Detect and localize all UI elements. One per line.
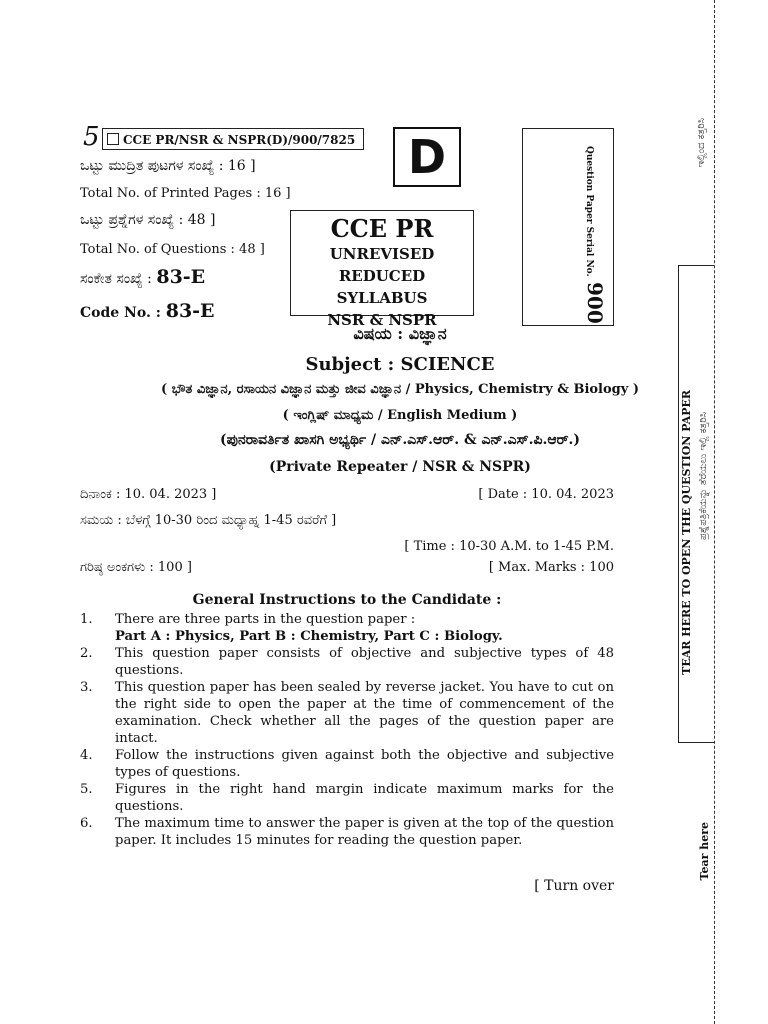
list-item xyxy=(80,747,614,781)
serial-label: Question Paper Serial No. xyxy=(584,146,594,277)
kn-max-marks: ಗರಿಷ್ಠ ಅಂಕಗಳು : 100 ] xyxy=(80,560,192,575)
item-text: This question paper has been sealed by reverse jacket. You have to cut on the right side to open the paper at the time of commencement of the examination. Check whether all the pages of the question paper are intact. xyxy=(115,680,614,746)
tear-instruction-kn: ಪ್ರಶ್ನೆಪತ್ರಿಕೆಯನ್ನು ತೆರೆಯಲು ಇಲ್ಲಿ ಕತ್ತರಿಸಿ xyxy=(698,412,709,540)
turn-over: [ Turn over xyxy=(534,878,614,894)
list-item xyxy=(80,815,614,849)
item-text xyxy=(115,611,614,645)
tear-instruction: TEAR HERE TO OPEN THE QUESTION PAPER xyxy=(680,390,693,675)
tear-top-kn: ಇಲ್ಲಿಂದ ಕತ್ತರಿಸಿ xyxy=(696,118,707,168)
subject-parts: ( ಭೌತ ವಿಜ್ಞಾನ, ರಸಾಯನ ವಿಜ್ಞಾನ ಮತ್ತು ಜೀವ ವಿಜ್ಞಾನ / Physics, Chemistry & Biology ) xyxy=(161,382,639,397)
item-number: 5. xyxy=(80,782,93,797)
max-marks: [ Max. Marks : 100 xyxy=(488,560,614,575)
kn-total-questions: ಒಟ್ಟು ಪ್ರಶ್ನೆಗಳ ಸಂಖ್ಯೆ : 48 ] xyxy=(80,212,216,228)
version-letter-box: D xyxy=(393,127,461,187)
exam-time: [ Time : 10-30 A.M. to 1-45 P.M. xyxy=(404,539,614,554)
kn-printed-pages: ಒಟ್ಟು ಮುದ್ರಿತ ಪುಟಗಳ ಸಂಖ್ಯೆ : 16 ] xyxy=(80,158,256,174)
item-text: The maximum time to answer the paper is given at the top of the question paper. It includes 15 minutes for reading the question paper. xyxy=(115,816,614,848)
code-value: 83-E xyxy=(165,300,215,322)
item-number: 6. xyxy=(80,816,93,831)
item-subtext: Part A : Physics, Part B : Chemistry, Part C : Biology. xyxy=(115,629,503,644)
printed-pages: Total No. of Printed Pages : 16 ] xyxy=(80,186,291,201)
item-text-main: There are three parts in the question paper : xyxy=(115,612,416,627)
paper-code-box xyxy=(102,128,364,150)
instructions-list xyxy=(80,611,614,849)
list-item xyxy=(80,781,614,815)
kn-repeater: (ಪುನರಾವರ್ತಿತ ಖಾಸಗಿ ಅಭ್ಯರ್ಥಿ / ಎನ್.ಎಸ್.ಆರ್. & ಎನ್.ಎಸ್.ಪಿ.ಆರ್.) xyxy=(219,432,581,448)
total-questions: Total No. of Questions : 48 ] xyxy=(80,242,265,257)
paper-code: CCE PR/NSR & NSPR(D)/900/7825 xyxy=(123,133,356,147)
cce-box xyxy=(290,210,474,329)
cce-unrevised: UNREVISED xyxy=(329,245,435,263)
item-number: 2. xyxy=(80,646,93,661)
code-label: Code No. : xyxy=(80,305,161,321)
subject-title: Subject : SCIENCE xyxy=(305,354,495,375)
cce-nsr: NSR & NSPR xyxy=(327,311,437,329)
instructions-title: General Instructions to the Candidate : xyxy=(192,592,502,608)
serial-number: 900 xyxy=(583,282,607,324)
cce-syllabus: REDUCED SYLLABUS xyxy=(336,267,428,307)
page-marker: 5 xyxy=(83,122,100,152)
kn-code-number xyxy=(80,266,205,288)
kn-time: ಸಮಯ : ಬೆಳಗ್ಗೆ 10-30 ರಿಂದ ಮಧ್ಯಾಹ್ನ 1-45 ರವರೆಗೆ ] xyxy=(80,513,337,528)
item-text: Follow the instructions given against both the objective and subjective types of questions. xyxy=(115,748,614,780)
list-item xyxy=(80,645,614,679)
code-number xyxy=(80,300,215,322)
item-number: 4. xyxy=(80,748,93,763)
repeater: (Private Repeater / NSR & NSPR) xyxy=(269,459,531,475)
cce-title: CCE PR xyxy=(330,214,434,243)
kn-subject: ವಿಷಯ : ವಿಜ್ಞಾನ xyxy=(353,324,447,343)
kn-code-value: 83-E xyxy=(156,266,206,288)
item-text: Figures in the right hand margin indicate maximum marks for the questions. xyxy=(115,782,614,814)
item-number: 1. xyxy=(80,612,93,627)
kn-date: ದಿನಾಂಕ : 10. 04. 2023 ] xyxy=(80,487,217,502)
medium: ( ಇಂಗ್ಲಿಷ್ ಮಾಧ್ಯಮ / English Medium ) xyxy=(282,408,518,423)
tear-line[interactable] xyxy=(714,0,715,1024)
list-item xyxy=(80,611,614,645)
checkbox-icon xyxy=(107,133,119,145)
item-text: This question paper consists of objective and subjective types of 48 questions. xyxy=(115,646,614,678)
list-item xyxy=(80,679,614,747)
tear-here-label: Tear here xyxy=(698,822,711,881)
kn-code-label: ಸಂಕೇತ ಸಂಖ್ಯೆ : xyxy=(80,271,152,287)
item-number: 3. xyxy=(80,680,93,695)
exam-date: [ Date : 10. 04. 2023 xyxy=(478,487,614,502)
